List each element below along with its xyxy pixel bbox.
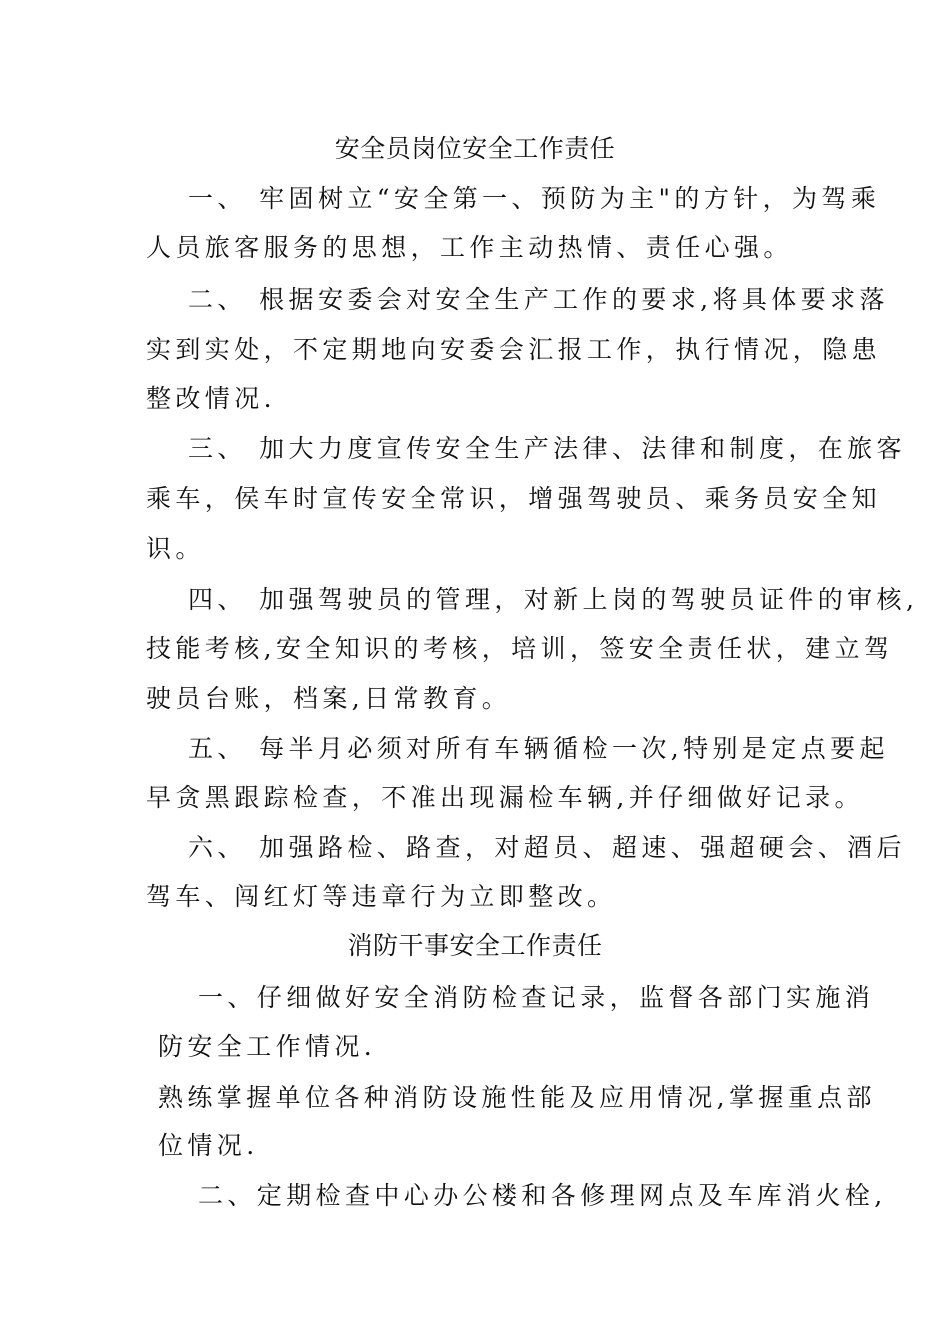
paragraph-line: 一、仔细做好安全消防检查记录，监督各部门实施消	[198, 983, 875, 1012]
paragraph-line: 早贪黑跟踪检查，不准出现漏检车辆,并仔细做好记录。	[146, 783, 864, 812]
paragraph-line: 位情况.	[158, 1131, 259, 1160]
paragraph-line: 三、 加大力度宣传安全生产法律、法律和制度，在旅客	[188, 434, 906, 463]
paragraph-line: 乘车，侯车时宣传安全常识，增强驾驶员、乘务员安全知	[146, 484, 882, 513]
paragraph-line: 驾车、闯红灯等违章行为立即整改。	[146, 882, 617, 911]
paragraph-line: 六、 加强路检、路查，对超员、超速、强超硬会、酒后	[188, 833, 906, 862]
paragraph-line: 防安全工作情况.	[158, 1032, 377, 1061]
paragraph-line: 人员旅客服务的思想，工作主动热情、责任心强。	[146, 233, 793, 262]
paragraph-line: 二、定期检查中心办公楼和各修理网点及车库消火栓,	[198, 1181, 887, 1210]
paragraph-line: 四、 加强驾驶员的管理，对新上岗的驾驶员证件的审核,	[188, 585, 919, 614]
paragraph-line: 二、 根据安委会对安全生产工作的要求,将具体要求落	[188, 285, 889, 314]
paragraph-line: 熟练掌握单位各种消防设施性能及应用情况,掌握重点部	[158, 1083, 876, 1112]
paragraph-line: 驶员台账，档案,日常教育。	[146, 684, 512, 713]
section-title-safety-officer: 安全员岗位安全工作责任	[334, 134, 616, 163]
paragraph-line: 一、 牢固树立“安全第一、预防为主"的方针，为驾乘	[188, 184, 881, 213]
paragraph-line: 识。	[146, 534, 205, 563]
section-title-fire-officer: 消防干事安全工作责任	[347, 931, 603, 960]
paragraph-line: 技能考核,安全知识的考核，培训，签安全责任状，建立驾	[146, 634, 894, 663]
paragraph-line: 实到实处，不定期地向安委会汇报工作，执行情况，隐患	[146, 335, 882, 364]
paragraph-line: 五、 每半月必须对所有车辆循检一次,特别是定点要起	[188, 734, 889, 763]
paragraph-line: 整改情况.	[146, 384, 276, 413]
